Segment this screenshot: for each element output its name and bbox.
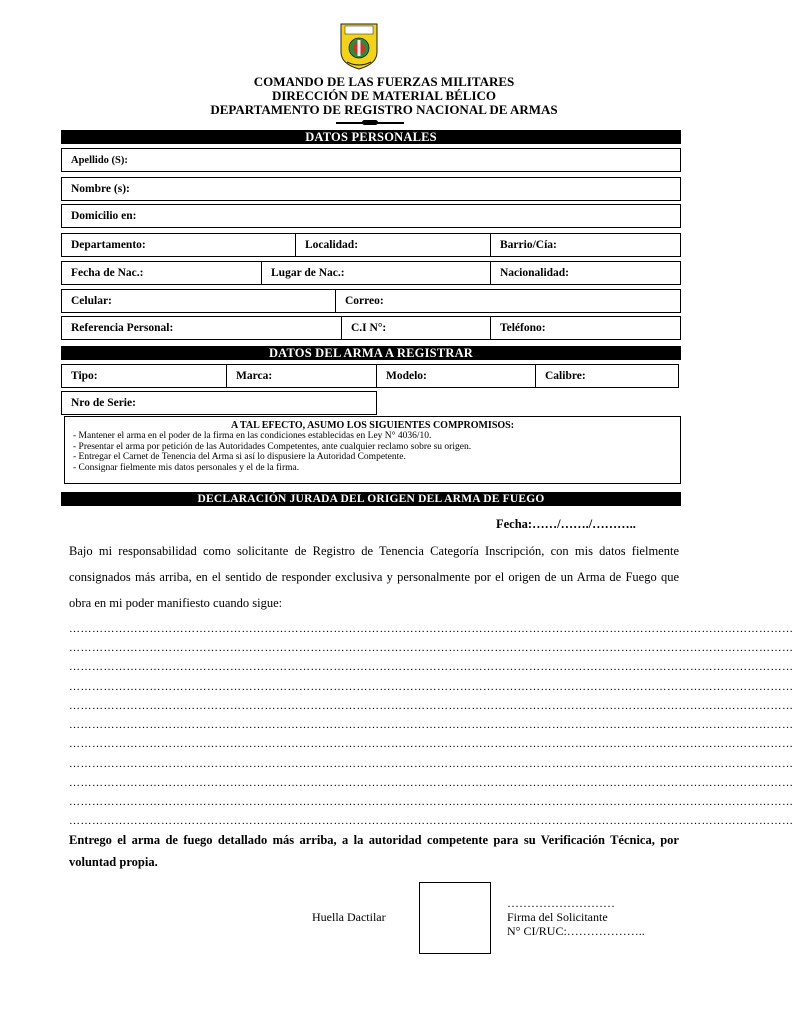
fingerprint-box[interactable] <box>419 882 491 954</box>
field-calibre[interactable]: Calibre: <box>545 370 586 382</box>
dotted-line[interactable]: ……………………………………………………………………………………………………………………………………………………………………… <box>69 719 794 731</box>
commitment-item: - Presentar el arma por petición de las Autoridades Competentes, ante cualquier reclamo sobre su origen. <box>73 441 472 452</box>
dotted-line[interactable]: ……………………………………………………………………………………………………………………………………………………………………… <box>69 738 794 750</box>
field-referencia[interactable]: Referencia Personal: <box>62 317 342 339</box>
signature-label: Firma del Solicitante <box>507 910 608 924</box>
row-nacimiento <box>61 261 681 285</box>
fingerprint-label: Huella Dactilar <box>312 910 386 924</box>
header-line-3: DEPARTAMENTO DE REGISTRO NACIONAL DE ARMAS <box>210 102 558 117</box>
field-apellido[interactable]: Apellido (S): <box>71 154 128 166</box>
dotted-line[interactable]: ……………………………………………………………………………………………………………………………………………………………………… <box>69 777 794 789</box>
field-ci[interactable]: C.I N°: <box>342 317 491 339</box>
field-nro-serie[interactable]: Nro de Serie: <box>71 397 136 409</box>
header-line-1: COMANDO DE LAS FUERZAS MILITARES <box>253 74 515 89</box>
section-declaration: DECLARACIÓN JURADA DEL ORIGEN DEL ARMA DE FUEGO <box>61 492 681 506</box>
institution-seal-logo <box>339 22 379 70</box>
field-telefono[interactable]: Teléfono: <box>500 322 546 334</box>
commitment-item: - Entregar el Carnet de Tenencia del Arma si así lo dispusiere la Autoridad Competente. <box>73 452 406 462</box>
field-fecha-nac[interactable]: Fecha de Nac.: <box>62 262 262 284</box>
row-serie[interactable] <box>61 391 377 415</box>
field-tipo[interactable]: Tipo: <box>62 365 227 387</box>
row-apellido[interactable] <box>61 148 681 172</box>
header-line-2: DIRECCIÓN DE MATERIAL BÉLICO <box>271 88 497 103</box>
commitments-title: A TAL EFECTO, ASUMO LOS SIGUIENTES COMPROMISOS: <box>230 420 515 431</box>
field-nacionalidad[interactable]: Nacionalidad: <box>500 267 570 279</box>
dotted-line[interactable]: ……………………………………………………………………………………………………………………………………………………………………… <box>69 661 794 673</box>
dotted-line[interactable]: ……………………………………………………………………………………………………………………………………………………………………… <box>69 681 794 693</box>
commitments-list <box>65 431 680 473</box>
section-personal-data: DATOS PERSONALES <box>61 130 681 144</box>
dotted-line[interactable]: ……………………………………………………………………………………………………………………………………………………………………… <box>69 815 794 827</box>
dotted-line[interactable]: ……………………………………………………………………………………………………………………………………………………………………… <box>69 700 794 712</box>
field-marca[interactable]: Marca: <box>227 365 377 387</box>
signature-block <box>507 896 645 938</box>
field-nombre[interactable]: Nombre (s): <box>71 183 130 195</box>
commitments-box <box>64 416 681 484</box>
field-lugar-nac[interactable]: Lugar de Nac.: <box>262 262 491 284</box>
row-arma <box>61 364 679 388</box>
section-weapon-data: DATOS DEL ARMA A REGISTRAR <box>61 346 681 360</box>
signature-line[interactable]: ……………………… <box>507 896 615 910</box>
commitment-item: - Consignar fielmente mis datos personales y el de la firma. <box>73 462 300 473</box>
declaration-final-statement: Entrego el arma de fuego detallado más arriba, a la autoridad competente para su Verificación Técnica, por voluntad propia. <box>69 833 679 869</box>
field-localidad[interactable]: Localidad: <box>296 234 491 256</box>
row-domicilio[interactable] <box>61 204 681 228</box>
header-divider-ornament <box>362 120 378 125</box>
field-domicilio[interactable]: Domicilio en: <box>71 210 137 222</box>
ci-ruc-field[interactable]: N° CI/RUC:……………….. <box>507 924 645 938</box>
row-contacto <box>61 289 681 313</box>
row-nombre[interactable] <box>61 177 681 201</box>
dotted-line[interactable]: ……………………………………………………………………………………………………………………………………………………………………… <box>69 642 794 654</box>
dotted-line[interactable]: ……………………………………………………………………………………………………………………………………………………………………… <box>69 758 794 770</box>
dotted-line[interactable]: ……………………………………………………………………………………………………………………………………………………………………… <box>69 796 794 808</box>
row-referencia <box>61 316 681 340</box>
declaration-date[interactable]: Fecha:……/……./……….. <box>496 517 636 531</box>
row-ubicacion <box>61 233 681 257</box>
field-departamento[interactable]: Departamento: <box>62 234 296 256</box>
declaration-paragraph: Bajo mi responsabilidad como solicitante de Registro de Tenencia Categoría Inscripción, con mis datos fielmente consignados más arriba, en el sentido de responder exclusiva y personalmente por el origen de un Arma de Fuego que obra en mi poder manifiesto cuando sigue: <box>69 544 679 610</box>
field-celular[interactable]: Celular: <box>62 290 336 312</box>
field-modelo[interactable]: Modelo: <box>377 365 536 387</box>
dotted-line[interactable]: ……………………………………………………………………………………………………………………………………………………………………… <box>69 623 794 635</box>
commitment-item: - Mantener el arma en el poder de la firma en las condiciones establecidas en Ley N° 4036/10. <box>73 431 432 441</box>
field-barrio[interactable]: Barrio/Cía: <box>500 239 557 251</box>
field-correo[interactable]: Correo: <box>345 295 384 307</box>
